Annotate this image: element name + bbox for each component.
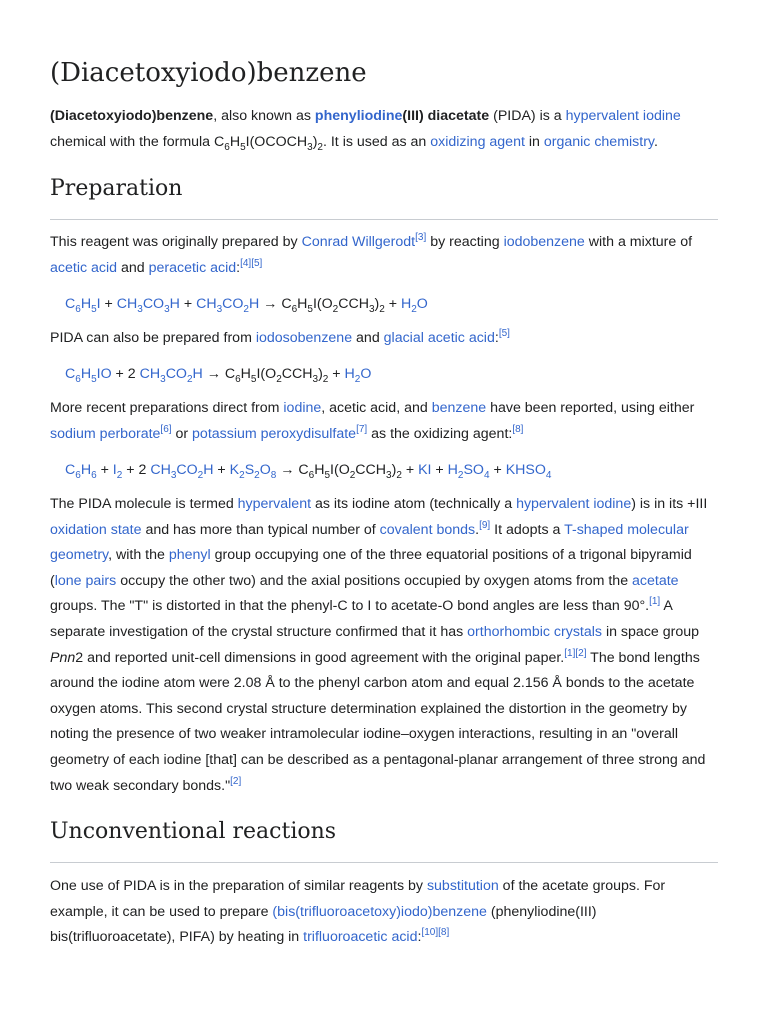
product-formula: $C_6H_5I(O_2CCH_3)_2$ xyxy=(281,296,385,315)
text: + xyxy=(328,366,345,382)
text: , with the xyxy=(108,547,169,564)
text: occupy the other two) and the axial positions occupied by oxygen atoms from the xyxy=(116,572,633,589)
reference-5[interactable]: [5] xyxy=(498,328,510,339)
subscript: 2 xyxy=(317,141,323,153)
text: (phenyliodine(III) bis(trifluoroacetate), PIFA) by heating in xyxy=(50,903,597,946)
link-acetic-acid-formula[interactable]: $CH_3CO_2H$ xyxy=(196,296,260,315)
link-benzene-formula[interactable]: $C_6H_6$ xyxy=(65,462,97,481)
text: + xyxy=(213,462,230,478)
equation-3 xyxy=(65,458,718,484)
link-glacial-acetic-acid[interactable]: glacial acetic acid xyxy=(383,330,495,346)
link-oxidation-state[interactable]: oxidation state xyxy=(50,521,142,538)
text: + xyxy=(401,462,419,478)
link-hypervalent-iodine[interactable]: hypervalent iodine xyxy=(516,496,632,512)
text: of the acetate groups. For example, it can be used to prepare xyxy=(50,878,666,920)
reference-9[interactable]: [9] xyxy=(479,519,491,531)
unconventional-paragraph-1 xyxy=(50,874,718,951)
link-benzene[interactable]: benzene xyxy=(431,400,487,416)
link-pifa[interactable]: (bis(trifluoroacetoxy)iodo)benzene xyxy=(272,903,487,920)
preparation-paragraph-4 xyxy=(50,492,718,799)
reference-5[interactable]: [5] xyxy=(251,257,263,269)
text: + xyxy=(111,366,128,382)
link-acetic-acid[interactable]: acetic acid xyxy=(50,259,118,276)
link-hypervalent[interactable]: hypervalent xyxy=(237,496,312,512)
link-substitution[interactable]: substitution xyxy=(426,878,499,894)
text: . xyxy=(653,133,658,150)
equation-1 xyxy=(65,292,718,318)
text: have been reported, using either xyxy=(486,400,695,416)
link-peroxydisulfate-formula[interactable]: $K_2S_2O_8$ xyxy=(229,462,277,481)
subscript: 6 xyxy=(224,141,230,153)
arrow: → xyxy=(259,296,282,312)
link-hypervalent-iodine[interactable]: hypervalent iodine xyxy=(565,108,681,124)
text: It adopts a xyxy=(490,521,565,538)
text: More recent preparations direct from xyxy=(50,400,284,416)
link-trifluoroacetic-acid[interactable]: trifluoroacetic acid xyxy=(303,929,418,946)
section-heading-unconventional-reactions: Unconventional reactions xyxy=(50,819,337,844)
link-iodobenzene-formula[interactable]: $C_6H_5I$ xyxy=(65,296,101,315)
text: ) xyxy=(312,133,318,150)
text: (PIDA) is a xyxy=(489,108,566,124)
text: + xyxy=(431,462,448,478)
reference-10[interactable]: [10] xyxy=(421,927,439,939)
text: This reagent was originally prepared by xyxy=(50,234,302,250)
text: , acetic acid, and xyxy=(321,400,432,416)
text: + xyxy=(100,296,117,312)
page-title: (Diacetoxyiodo)benzene xyxy=(50,58,367,88)
text: in xyxy=(524,133,544,150)
reference-3[interactable]: [3] xyxy=(415,232,427,243)
text: PIDA can also be prepared from xyxy=(50,330,256,346)
text: + xyxy=(179,296,197,312)
intro-paragraph xyxy=(50,104,718,155)
text: A separate investigation of the crystal structure confirmed that it has xyxy=(50,598,673,640)
text: I(OCOCH xyxy=(245,133,308,150)
text: 2 and reported unit-cell dimensions in good agreement with the original paper. xyxy=(75,649,565,666)
link-peracetic-acid[interactable]: peracetic acid xyxy=(148,259,237,276)
link-iodine[interactable]: iodine xyxy=(283,400,322,416)
text: + xyxy=(122,462,139,478)
text: The PIDA molecule is termed xyxy=(50,496,238,512)
reference-8[interactable]: [8] xyxy=(512,423,524,435)
text: and xyxy=(117,259,149,276)
coefficient: 2 xyxy=(138,462,151,478)
reference-2[interactable]: [2] xyxy=(575,647,587,659)
space-group-italic: Pnn xyxy=(50,649,76,666)
link-phenyl[interactable]: phenyl xyxy=(168,547,211,564)
product-formula: $C_6H_5I(O_2CCH_3)_2$ xyxy=(224,366,329,385)
text: The bond lengths around the iodine atom were 2.08 Å to the phenyl carbon atom and equal 2.156 Å bonds to the acetate oxygen atoms. This second crystal structure determination explained the distortion in the geometry by noting the presence of two weaker intramolecular iodine–oxygen interactions, resulting in an "overall geometry of each iodine [that] can be described as a pentagonal-planar arrangement of three strong and two weak secondary bonds." xyxy=(50,649,706,794)
coefficient: 2 xyxy=(127,366,140,382)
link-orthorhombic-crystals[interactable]: orthorhombic crystals xyxy=(467,623,602,640)
section-divider xyxy=(50,219,718,220)
text: . xyxy=(475,521,480,538)
text: and has more than typical number of xyxy=(141,521,380,538)
text: by reacting xyxy=(426,234,504,250)
text: or xyxy=(171,425,193,442)
reference-8[interactable]: [8] xyxy=(438,927,450,939)
text: with a mixture of xyxy=(584,234,693,250)
reference-7[interactable]: [7] xyxy=(356,423,368,435)
subject-bold: (Diacetoxyiodo)benzene xyxy=(50,108,214,124)
text: + xyxy=(489,462,506,478)
link-iodosobenzene[interactable]: iodosobenzene xyxy=(255,330,353,346)
subscript: 3 xyxy=(307,141,313,153)
link-phenyliodine[interactable]: phenyliodine xyxy=(314,108,403,124)
section-divider xyxy=(50,862,718,863)
text: as the oxidizing agent: xyxy=(367,425,513,442)
subscript: 5 xyxy=(240,141,246,153)
text: groups. The "T" is distorted in that the phenyl-C to I to acetate-O bond angles are less than 90°. xyxy=(50,598,650,615)
text: + xyxy=(384,296,401,312)
link-t-shaped-geometry[interactable]: T-shaped molecular geometry xyxy=(50,521,689,564)
text: in space group xyxy=(602,623,700,640)
text: group occupying one of the three equatorial positions of a trigonal bipyramid ( xyxy=(50,547,692,589)
text: + xyxy=(96,462,113,478)
preparation-paragraph-1 xyxy=(50,230,718,281)
link-potassium-bisulfate-formula[interactable]: $KHSO_4$ xyxy=(505,462,552,481)
link-iodosobenzene-formula[interactable]: $C_6H_5IO$ xyxy=(65,366,112,385)
equation-2 xyxy=(65,362,718,388)
arrow: → xyxy=(276,462,299,478)
text: as its iodine atom (technically a xyxy=(311,496,517,512)
text: : xyxy=(236,259,241,276)
link-sodium-perborate[interactable]: sodium perborate xyxy=(50,425,161,442)
link-iodobenzene[interactable]: iodobenzene xyxy=(503,234,585,250)
text: One use of PIDA is in the preparation of similar reagents by xyxy=(50,878,427,894)
iii-diacetate-bold: (III) diacetate xyxy=(402,108,490,124)
link-iodine-formula[interactable]: $I_2$ xyxy=(112,462,123,481)
link-oxidizing-agent[interactable]: oxidizing agent xyxy=(430,133,525,150)
section-heading-preparation: Preparation xyxy=(50,176,183,201)
text: , also known as xyxy=(213,108,315,124)
reference-1[interactable]: [1] xyxy=(564,647,576,659)
text: and xyxy=(352,330,384,346)
text: ) is in its +III xyxy=(631,496,708,512)
link-covalent-bonds[interactable]: covalent bonds xyxy=(379,521,476,538)
text: H xyxy=(229,133,241,150)
link-peracetic-acid-formula[interactable]: $CH_3CO_3H$ xyxy=(116,296,180,315)
text: : xyxy=(494,330,499,346)
link-potassium-peroxydisulfate[interactable]: potassium peroxydisulfate xyxy=(192,425,357,442)
preparation-paragraph-2 xyxy=(50,326,718,352)
link-water-formula[interactable]: $H_2O$ xyxy=(400,296,428,315)
link-conrad-willgerodt[interactable]: Conrad Willgerodt xyxy=(301,234,416,250)
link-acetic-acid-formula[interactable]: $CH_3CO_2H$ xyxy=(139,366,203,385)
text: chemical with the formula C xyxy=(50,133,225,150)
link-potassium-iodide[interactable]: KI xyxy=(418,462,432,478)
product-formula: $C_6H_5I(O_2CCH_3)_2$ xyxy=(298,462,402,481)
link-organic-chemistry[interactable]: organic chemistry xyxy=(543,133,654,150)
text: . It is used as an xyxy=(322,133,431,150)
text: : xyxy=(417,929,422,946)
reference-4[interactable]: [4] xyxy=(240,257,252,269)
arrow: → xyxy=(202,366,225,382)
link-acetic-acid-formula[interactable]: $CH_3CO_2H$ xyxy=(150,462,214,481)
link-lone-pairs[interactable]: lone pairs xyxy=(54,572,117,589)
link-water-formula[interactable]: $H_2O$ xyxy=(344,366,372,385)
reference-2[interactable]: [2] xyxy=(230,775,242,787)
reference-6[interactable]: [6] xyxy=(160,423,172,435)
link-sulfuric-acid-formula[interactable]: $H_2SO_4$ xyxy=(447,462,490,481)
preparation-paragraph-3 xyxy=(50,396,718,447)
link-acetate[interactable]: acetate xyxy=(632,572,679,589)
reference-1[interactable]: [1] xyxy=(649,596,661,608)
